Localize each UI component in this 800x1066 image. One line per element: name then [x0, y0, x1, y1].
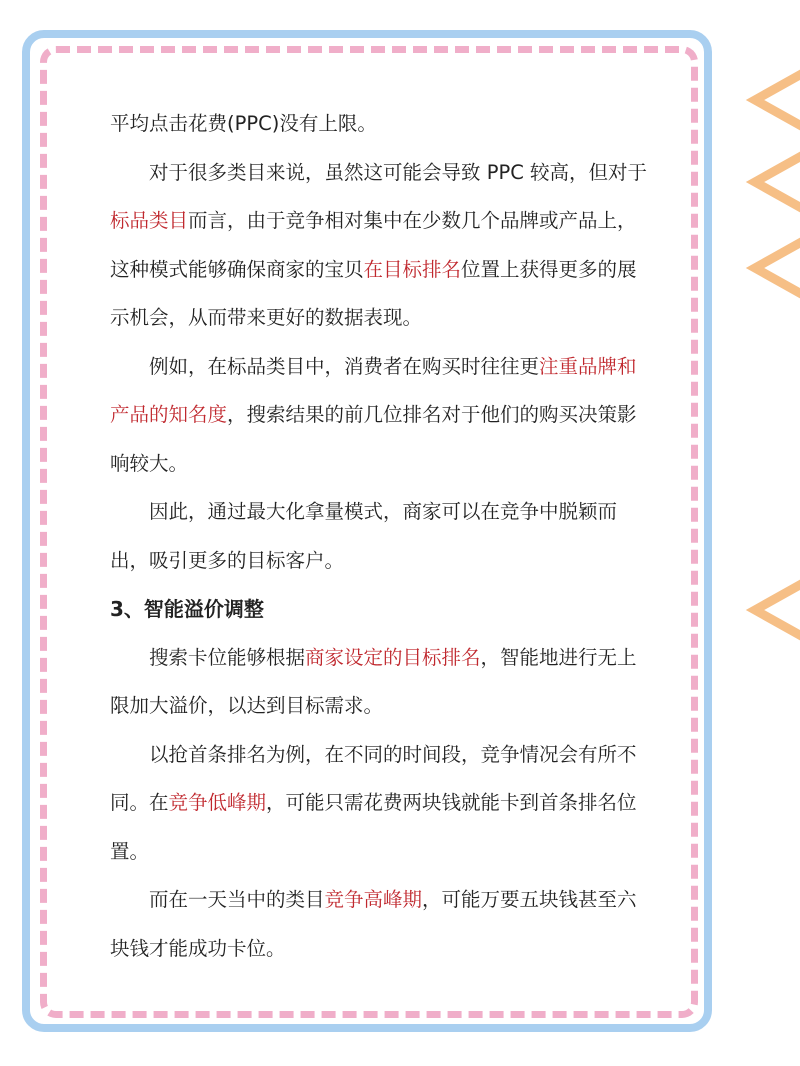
text-run: 而言，由于竞争相对集中在少数几个品牌或产品上，这种模式能够确保商家的宝贝 [110, 209, 637, 281]
text-run: 因此，通过最大化拿量模式，商家可以在竞争中脱颖而出，吸引更多的目标客户。 [110, 500, 618, 572]
zigzag-decoration-icon [715, 62, 800, 672]
paragraph [110, 149, 650, 343]
text-run: ，可能只需花费两块钱就能卡到首条排名位置。 [110, 791, 637, 863]
text-run: ，智能地进行无上限加大溢价，以达到目标需求。 [110, 645, 637, 717]
paragraph [110, 634, 650, 731]
text-run: 以抢首条排名为例，在不同的时间段，竞争情况会有所不同。在 [110, 742, 637, 814]
section-heading [110, 585, 650, 634]
paragraph [110, 488, 650, 585]
highlight-text: 竞争低峰期 [168, 791, 267, 814]
text-run: 平均点击花费(PPC)没有上限。 [110, 112, 377, 135]
highlight-text: 竞争高峰期 [324, 888, 423, 911]
highlight-text: 注重品牌和产品的知名度 [110, 354, 637, 426]
text-run: ，可能万要五块钱甚至六块钱才能成功卡位。 [110, 888, 637, 960]
paragraph [110, 100, 650, 149]
text-run: ，搜索结果的前几位排名对于他们的购买决策影响较大。 [110, 403, 637, 475]
paragraph [110, 731, 650, 877]
text-run: 3、智能溢价调整 [110, 597, 264, 621]
highlight-text: 标品类目 [110, 209, 189, 232]
paragraph [110, 876, 650, 973]
text-run: 例如，在标品类目中，消费者在购买时往往更 [149, 354, 540, 378]
text-run: 位置上获得更多的展示机会，从而带来更好的数据表现。 [110, 257, 637, 329]
text-run: 对于很多类目来说，虽然这可能会导致 PPC 较高，但对于 [149, 160, 648, 184]
article-body [110, 100, 650, 973]
paragraph [110, 343, 650, 489]
text-run: 搜索卡位能够根据 [149, 645, 306, 669]
highlight-text: 在目标排名 [363, 257, 462, 281]
highlight-text: 商家设定的目标排名 [305, 645, 481, 669]
text-run: 而在一天当中的类目 [149, 888, 325, 911]
